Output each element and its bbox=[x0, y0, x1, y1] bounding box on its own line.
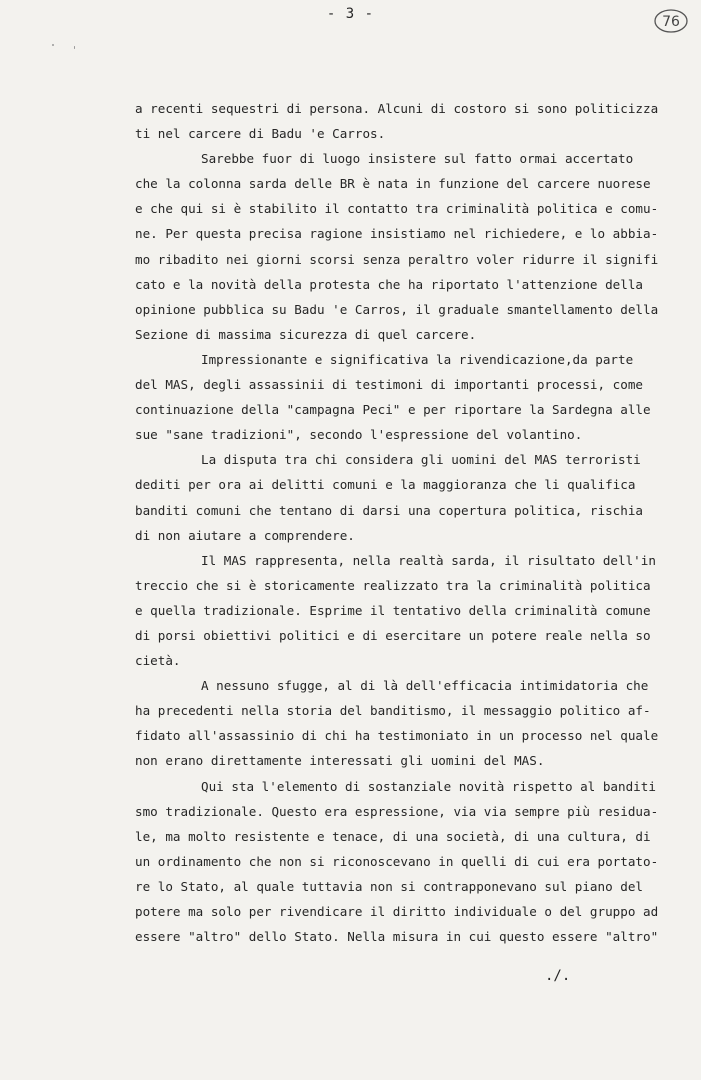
text-line: Qui sta l'elemento di sostanziale novità rispetto al banditi bbox=[201, 778, 656, 794]
text-line: e che qui si è stabilito il contatto tra criminalità politica e comu- bbox=[135, 201, 659, 217]
text-line: non erano direttamente interessati gli uomini del MAS. bbox=[135, 753, 545, 769]
archive-number-stamp bbox=[653, 8, 689, 34]
text-line: e quella tradizionale. Esprime il tentativo della criminalità comune bbox=[135, 602, 651, 618]
text-line: potere ma solo per rivendicare il diritto individuale o del gruppo ad bbox=[135, 904, 659, 919]
text-line: cietà. bbox=[135, 653, 181, 669]
text-line: del MAS, degli assassinii di testimoni di importanti processi, come bbox=[135, 377, 643, 393]
text-line: che la colonna sarda delle BR è nata in funzione del carcere nuorese bbox=[135, 176, 651, 192]
text-line: ti nel carcere di Badu 'e Carros. bbox=[135, 126, 386, 142]
text-line: A nessuno sfugge, al di là dell'efficacia intimidatoria che bbox=[201, 678, 649, 694]
text-line: treccio che si è storicamente realizzato tra la criminalità politica bbox=[135, 577, 651, 593]
text-line: sue "sane tradizioni", secondo l'espressione del volantino. bbox=[135, 427, 583, 443]
text-line: La disputa tra chi considera gli uomini del MAS terroristi bbox=[201, 452, 641, 468]
text-line: cato e la novità della protesta che ha riportato l'attenzione della bbox=[135, 276, 643, 292]
text-line: re lo Stato, al quale tuttavia non si contrapponevano sul piano del bbox=[135, 878, 643, 894]
text-line: dediti per ora ai delitti comuni e la maggioranza che li qualifica bbox=[135, 477, 636, 493]
text-line: banditi comuni che tentano di darsi una copertura politica, rischia bbox=[135, 502, 643, 518]
text-line: a recenti sequestri di persona. Alcuni di costoro si sono politicizza bbox=[135, 101, 659, 116]
text-line: di porsi obiettivi politici e di esercitare un potere reale nella so bbox=[135, 627, 651, 643]
text-line: mo ribadito nei giorni scorsi senza peraltro voler ridurre il signifi bbox=[135, 251, 659, 267]
body-text bbox=[135, 96, 659, 949]
text-line: Sezione di massima sicurezza di quel carcere. bbox=[135, 326, 477, 342]
text-line: Sarebbe fuor di luogo insistere sul fatto ormai accertato bbox=[201, 151, 634, 167]
text-line: ha precedenti nella storia del banditismo, il messaggio politico af- bbox=[135, 703, 651, 719]
text-line: opinione pubblica su Badu 'e Carros, il graduale smantellamento della bbox=[135, 301, 659, 317]
page-number: - 3 - bbox=[326, 6, 375, 22]
continuation-mark: ./. bbox=[545, 968, 571, 984]
text-line: Il MAS rappresenta, nella realtà sarda, il risultato dell'in bbox=[201, 552, 656, 568]
text-line: essere "altro" dello Stato. Nella misura in cui questo essere "altro" bbox=[135, 929, 659, 945]
scan-speck bbox=[52, 44, 54, 46]
text-line: le, ma molto resistente e tenace, di una società, di una cultura, di bbox=[135, 828, 651, 844]
archive-number-text: 76 bbox=[662, 14, 680, 30]
text-line: smo tradizionale. Questo era espressione, via via sempre più residua- bbox=[135, 803, 659, 819]
scan-speck bbox=[74, 46, 75, 49]
text-line: fidato all'assassinio di chi ha testimoniato in un processo nel quale bbox=[135, 728, 659, 744]
text-line: di non aiutare a comprendere. bbox=[135, 527, 355, 543]
text-line: ne. Per questa precisa ragione insistiamo nel richiedere, e lo abbia- bbox=[135, 226, 659, 242]
text-line: un ordinamento che non si riconoscevano in quelli di cui era portato- bbox=[135, 853, 659, 869]
text-line: continuazione della "campagna Peci" e per riportare la Sardegna alle bbox=[135, 402, 651, 418]
text-line: Impressionante e significativa la rivendicazione,da parte bbox=[201, 351, 634, 367]
